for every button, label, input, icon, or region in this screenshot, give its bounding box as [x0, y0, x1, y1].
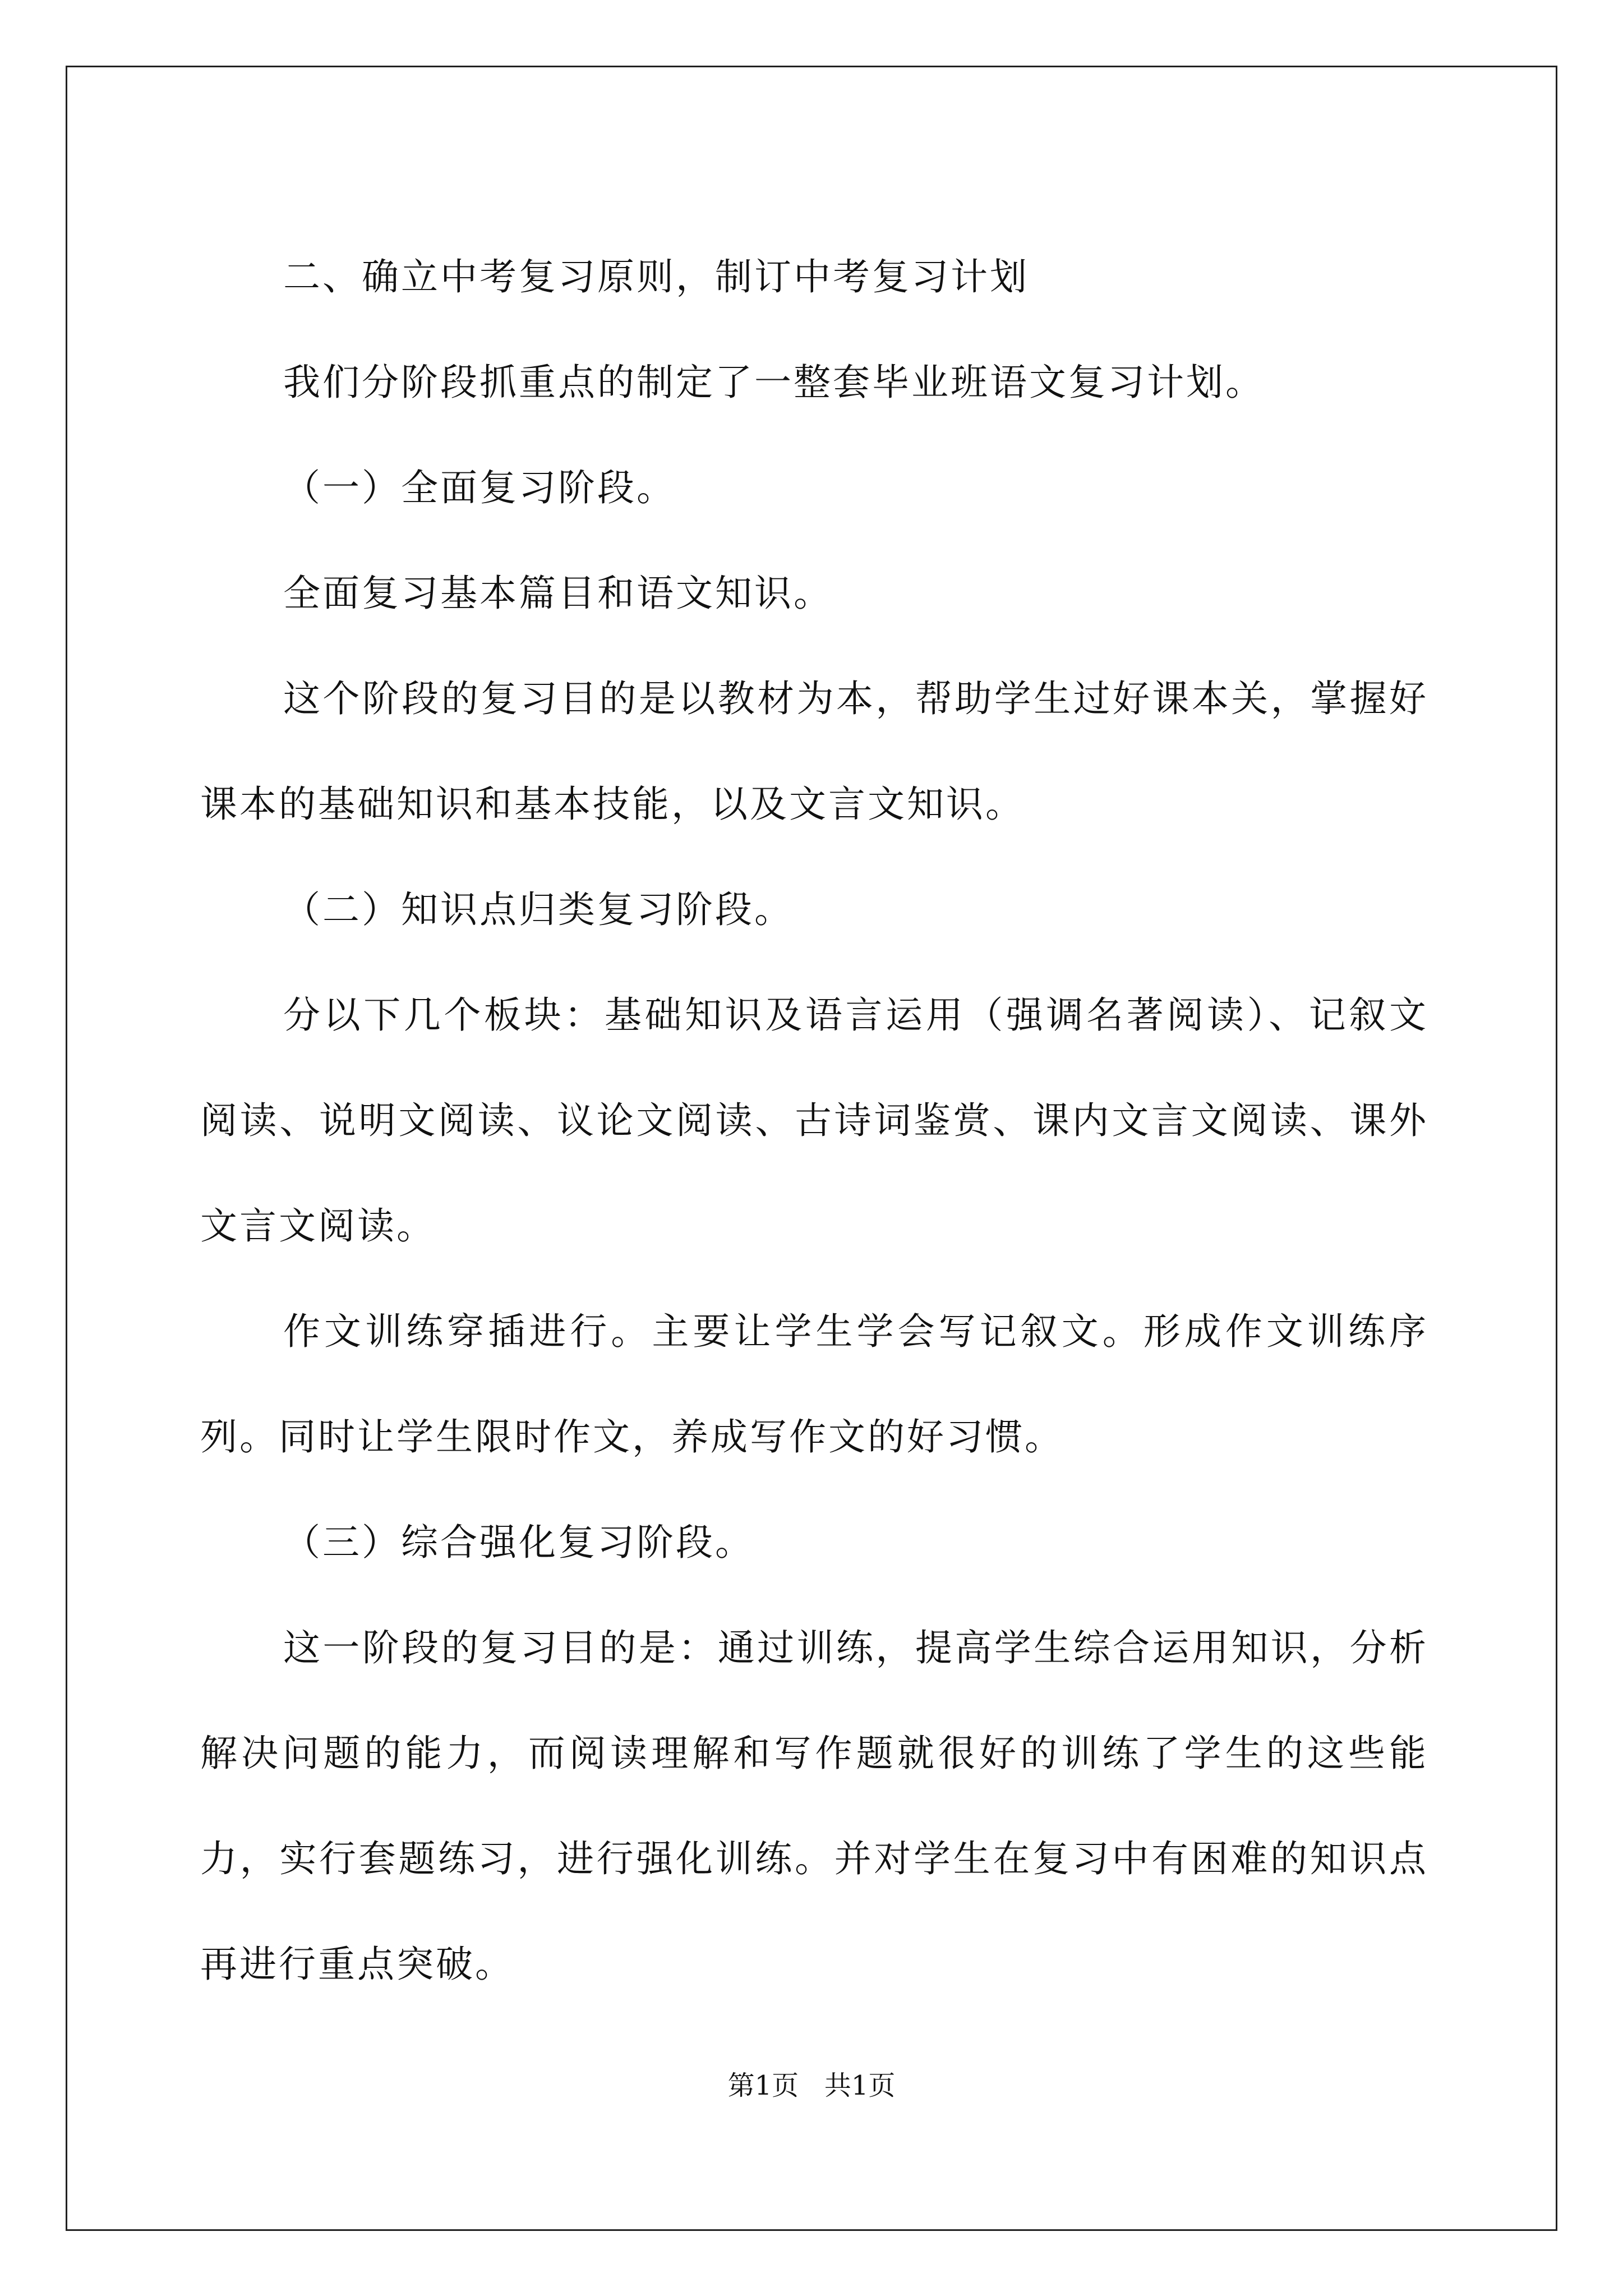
subsection-heading: （二）知识点归类复习阶段。 [283, 888, 794, 931]
paragraph: 这一阶段的复习目的是：通过训练，提高学生综合运用知识，分析解决问题的能力，而阅读理解和写作题就很好的训练了学生的这些能力，实行套题练习，进行强化训练。并对学生在复习中有困难的知识点再进行重点突破。 [200, 1626, 1428, 1986]
page-total: 共1页 [824, 2070, 896, 2101]
paragraph: 全面复习基本篇目和语文知识。 [283, 572, 833, 615]
paragraph: 这个阶段的复习目的是以教材为本，帮助学生过好课本关，掌握好课本的基础知识和基本技能，以及文言文知识。 [200, 677, 1428, 826]
page-number: 第1页 [727, 2070, 799, 2101]
paragraph: 我们分阶段抓重点的制定了一整套毕业班语文复习计划。 [283, 361, 1265, 404]
paragraph: 作文训练穿插进行。主要让学生学会写记叙文。形成作文训练序列。同时让学生限时作文，养成写作文的好习惯。 [200, 1310, 1428, 1458]
document-body [200, 224, 1428, 2017]
section-heading: 二、确立中考复习原则，制订中考复习计划 [283, 255, 1029, 298]
paragraph: 分以下几个板块：基础知识及语言运用（强调名著阅读）、记叙文阅读、说明文阅读、议论文阅读、古诗词鉴赏、课内文言文阅读、课外文言文阅读。 [200, 993, 1428, 1248]
subsection-heading: （三）综合强化复习阶段。 [283, 1521, 754, 1564]
page-footer [0, 2069, 1623, 2102]
subsection-heading: （一）全面复习阶段。 [283, 466, 676, 509]
